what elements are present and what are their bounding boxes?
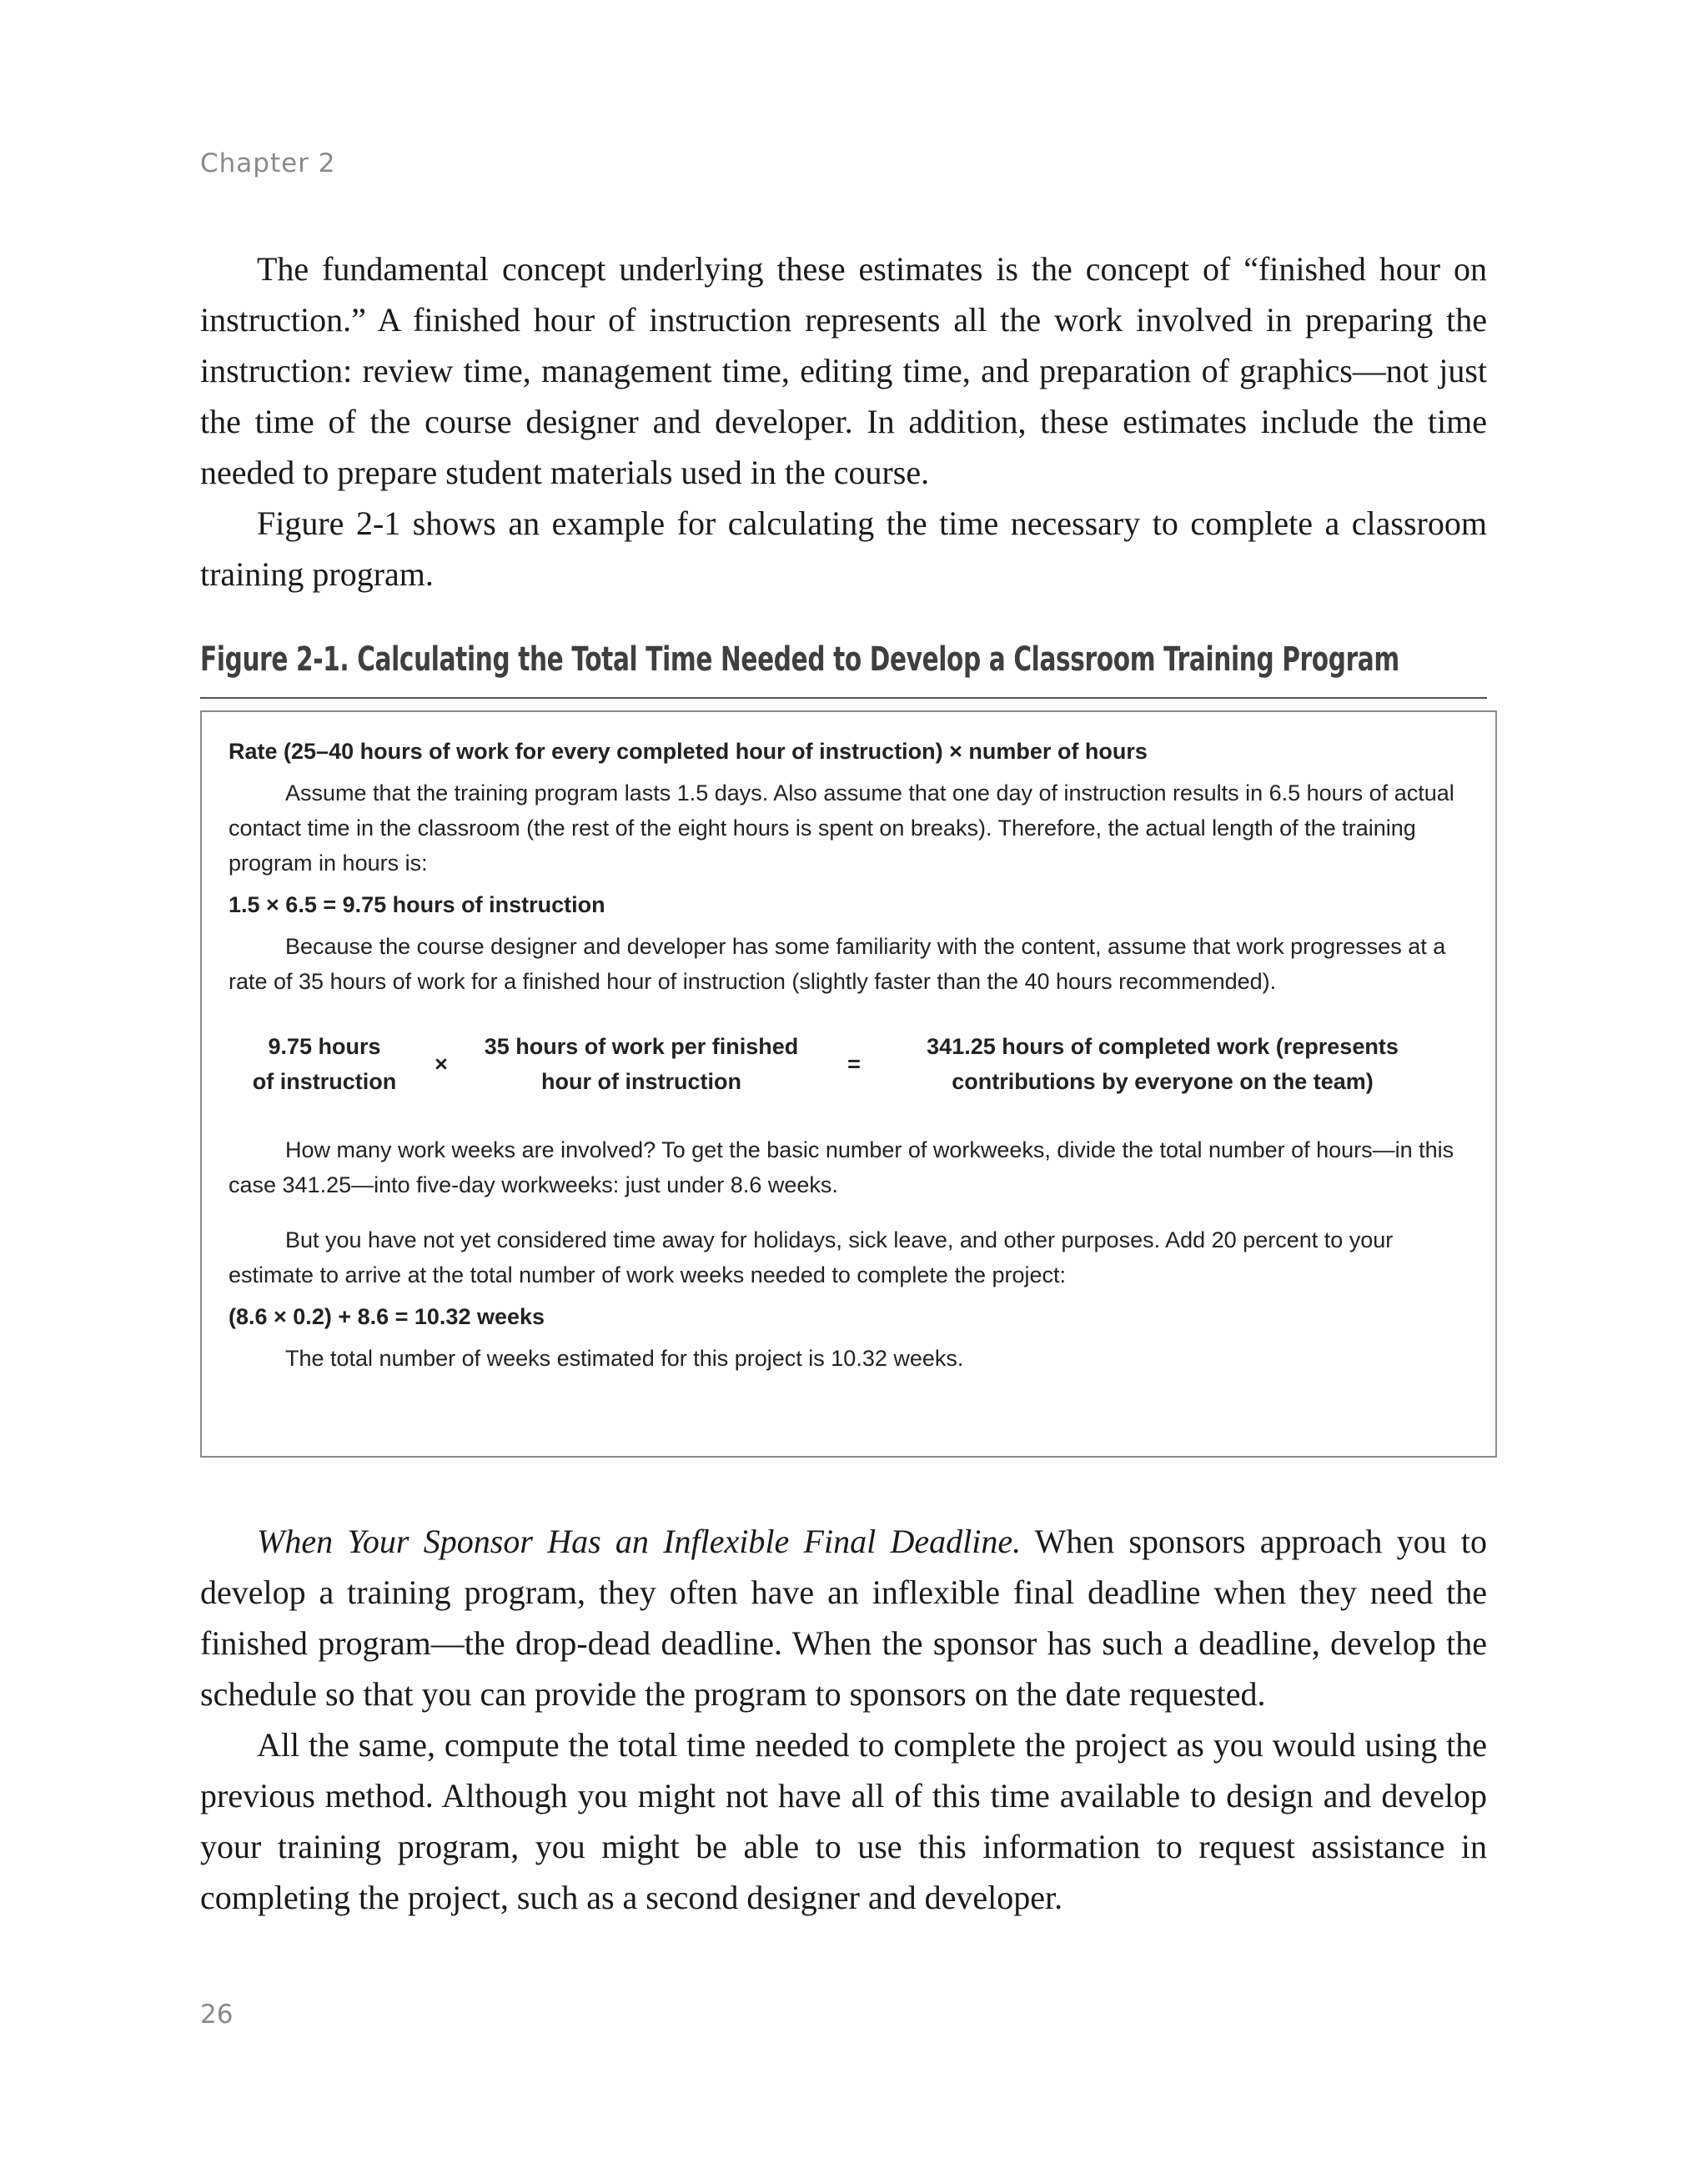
deadline-paragraph-2: All the same, compute the total time needed to complete the project as you would using the previous method. Although you might not have all of this time available to design and develop your training program, you might be able to use this information to request assistance in completing the project, such as a second designer and developer. [200,1726,1487,1916]
intro-text [200,243,1487,600]
equation-result-line1: 341.25 hours of completed work (represents [927,1034,1399,1059]
equation-result [887,1029,1438,1099]
intro-paragraph-1: The fundamental concept underlying these estimates is the concept of “finished hour on instruction.” A finished hour of instruction represents all the work involved in preparing the instruction: review time, management time, editing time, and preparation of graphics—not just the time of the course designer and developer. In addition, these estimates include the time needed to prepare student materials used in the course. [200,250,1487,491]
equation-term-a-line1: 9.75 hours [268,1034,381,1059]
deadline-paragraph-1 [200,1516,1487,1719]
intro-paragraph-2: Figure 2-1 shows an example for calculating the time necessary to complete a classroom training program. [200,504,1487,593]
figure-weeks-paragraph: How many work weeks are involved? To get the basic number of workweeks, divide the total number of hours—in this case 341.25—into five-day workweeks: just under 8.6 weeks. [229,1137,1454,1197]
figure-box [200,710,1497,1458]
deadline-section [200,1516,1487,1923]
figure-total-paragraph: The total number of weeks estimated for this project is 10.32 weeks. [285,1346,964,1371]
figure-equation [229,1029,1477,1099]
figure-familiarity-paragraph: Because the course designer and developer has some familiarity with the content, assume that work progresses at a rate of 35 hours of work for a finished hour of instruction (slightly faster than the 40 hours recommended). [229,934,1446,994]
figure-time-away-paragraph: But you have not yet considered time away for holidays, sick leave, and other purposes. Add 20 percent to your estimate to arrive at the total number of work weeks needed to complete the project: [229,1227,1394,1287]
figure-rate-line: Rate (25–40 hours of work for every completed hour of instruction) × number of hours [229,739,1148,764]
figure-title: Figure 2-1. Calculating the Total Time Needed to Develop a Classroom Training Program [200,640,1399,679]
figure-hours-equation: 1.5 × 6.5 = 9.75 hours of instruction [229,892,605,917]
page-number: 26 [200,2000,234,2030]
figure-title-rule [200,697,1487,699]
figure-assume-paragraph: Assume that the training program lasts 1.5 days. Also assume that one day of instruction results in 6.5 hours of actual contact time in the classroom (the rest of the eight hours is spent on breaks). Therefore, the actual length of the training program in hours is: [229,780,1454,876]
equation-term-b-line1: 35 hours of work per finished [484,1034,799,1059]
equation-term-b-line2: hour of instruction [541,1069,741,1094]
equation-term-b [462,1029,821,1099]
equation-term-a-line2: of instruction [252,1069,397,1094]
equation-equals-operator: = [847,1051,861,1076]
running-head: Chapter 2 [200,148,336,178]
deadline-run-in-heading: When Your Sponsor Has an Inflexible Final Deadline. [257,1523,1022,1560]
equation-times-operator: × [435,1051,448,1076]
equation-result-line2: contributions by everyone on the team) [952,1069,1374,1094]
deadline-paragraph-1-text: When sponsors approach you to develop a training program, they often have an inflexible final deadline when they need the finished program—the drop-dead deadline. When the sponsor has such a deadline, develop the schedule so that you can provide the program to sponsors on the date requested. [200,1523,1487,1713]
figure-weeks-equation: (8.6 × 0.2) + 8.6 = 10.32 weeks [229,1304,545,1329]
equation-term-a [229,1029,420,1099]
